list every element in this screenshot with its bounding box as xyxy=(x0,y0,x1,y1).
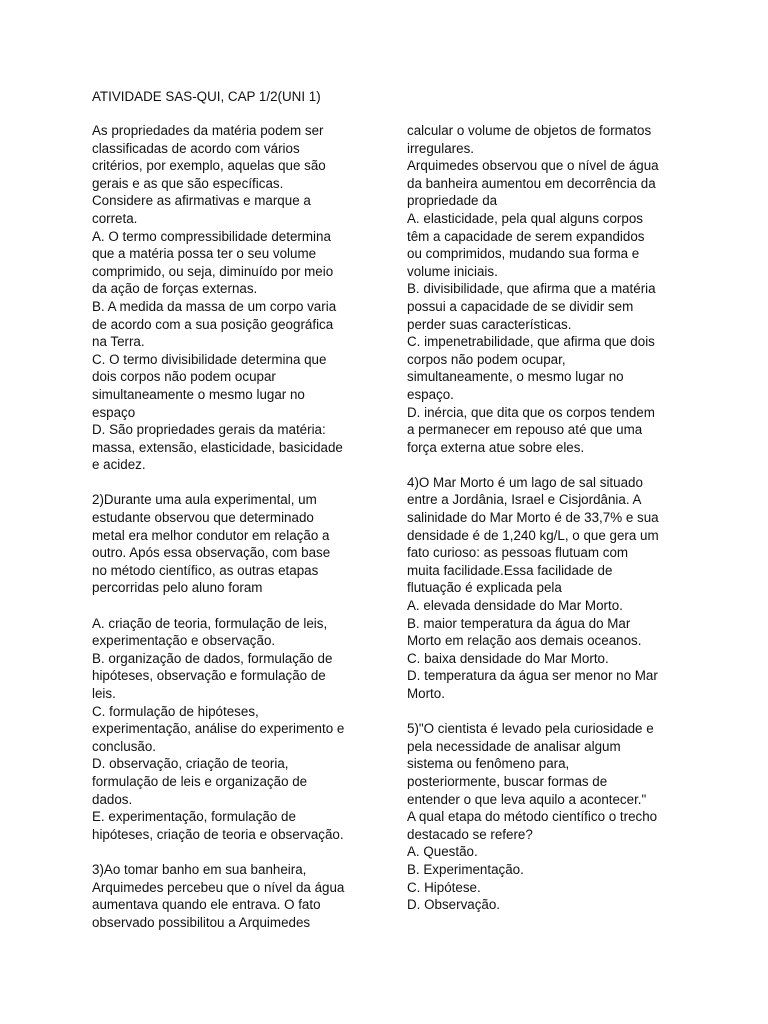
left-column-text-line: leis. xyxy=(92,686,116,701)
left-column-text-line: C. formulação de hipóteses, xyxy=(92,703,259,719)
right-column-paragraph-gap xyxy=(407,703,697,721)
right-column-text-line: fato curioso: as pessoas flutuam com xyxy=(407,545,629,561)
left-column-paragraph-gap xyxy=(92,843,382,861)
right-column-text-line: C. baixa densidade do Mar Morto. xyxy=(407,650,609,666)
right-column-text-line: 4)O Mar Morto é um lago de sal situado xyxy=(407,474,643,490)
left-column-text-line: da ação de forças externas. xyxy=(92,281,258,297)
left-column-text-line: A. criação de teoria, formulação de leis, xyxy=(92,615,328,631)
left-column-text-line: B. A medida da massa de um corpo varia xyxy=(92,298,337,314)
left-column-text-line: experimentação, análise do experimento e xyxy=(92,721,345,737)
left-column-text-line: simultaneamente o mesmo lugar no xyxy=(92,386,305,402)
right-column-text-line: destacado se refere? xyxy=(407,826,533,842)
right-column-text-line: B. Experimentação. xyxy=(407,861,524,877)
right-column-text-line: D. inércia, que dita que os corpos tendem xyxy=(407,404,655,420)
right-column-text-line: têm a capacidade de serem expandidos xyxy=(407,228,645,244)
right-column-text-line: pela necessidade de analisar algum xyxy=(407,738,621,754)
left-column-text-line: classificadas de acordo com vários xyxy=(92,140,300,156)
right-column-text-line: volume iniciais. xyxy=(407,263,498,279)
left-column-text-line: observado possibilitou a Arquimedes xyxy=(92,914,311,930)
left-column-paragraph-gap xyxy=(92,597,382,615)
right-column-text-line: D. Observação. xyxy=(407,897,501,913)
left-column-text-line: formulação de leis e organização de xyxy=(92,773,308,789)
right-column-text-line: Morto. xyxy=(407,686,445,701)
left-column-text-line: gerais e as que são específicas. xyxy=(92,175,284,191)
right-column-text-line: salinidade do Mar Morto é de 33,7% e sua xyxy=(407,510,659,526)
right-column-text-line: posteriormente, buscar formas de xyxy=(407,773,608,789)
left-column-text-line: massa, extensão, elasticidade, basicidade xyxy=(92,439,343,455)
right-column-text-line: muita facilidade.Essa facilidade de xyxy=(407,562,613,578)
right-column-text-line: sistema ou fenômeno para, xyxy=(407,756,570,772)
right-column-text-line: A. Questão. xyxy=(407,844,478,860)
left-column-text-line: E. experimentação, formulação de xyxy=(92,809,296,825)
left-column-text-line: no método científico, as outras etapas xyxy=(92,562,319,578)
right-column-text-line: ou comprimidos, mudando sua forma e xyxy=(407,246,640,262)
left-column-text-line: Arquimedes percebeu que o nível da água xyxy=(92,879,345,895)
left-column-text-line: percorridas pelo aluno foram xyxy=(92,580,263,596)
left-column-text-line: e acidez. xyxy=(92,457,146,473)
right-column-text-line: simultaneamente, o mesmo lugar no xyxy=(407,369,624,385)
page-title: ATIVIDADE SAS-QUI, CAP 1/2(UNI 1) xyxy=(92,89,321,104)
left-column-text-line: dados. xyxy=(92,791,133,807)
right-column-text-line: 5)"O cientista é levado pela curiosidade e xyxy=(407,721,654,737)
left-column-text-line: C. O termo divisibilidade determina que xyxy=(92,351,327,367)
left-column-text-line: hipóteses, criação de teoria e observação. xyxy=(92,826,344,842)
left-column-text-line: de acordo com a sua posição geográfica xyxy=(92,316,334,332)
right-column-text-line: corpos não podem ocupar, xyxy=(407,351,566,367)
right-column-text-line: C. Hipótese. xyxy=(407,879,481,895)
left-column-text-line: metal era melhor condutor em relação a xyxy=(92,527,330,543)
left-column-text-line: D. observação, criação de teoria, xyxy=(92,756,289,772)
left-column-text-line: espaço xyxy=(92,404,136,420)
right-column xyxy=(407,122,697,914)
left-column-text-line: que a matéria possa ter o seu volume xyxy=(92,246,317,262)
left-column-text-line: 2)Durante uma aula experimental, um xyxy=(92,492,317,508)
right-column-text-line: a permanecer em repouso até que uma xyxy=(407,422,643,438)
left-column-text-line: comprimido, ou seja, diminuído por meio xyxy=(92,263,334,279)
left-column-text-line: dois corpos não podem ocupar xyxy=(92,369,276,385)
left-column-text-line: estudante observou que determinado xyxy=(92,510,314,526)
left-column-text-line: A. O termo compressibilidade determina xyxy=(92,228,331,244)
left-column xyxy=(92,122,382,931)
right-column-text-line: B. maior temperatura da água do Mar xyxy=(407,615,631,631)
left-column-text-line: outro. Após essa observação, com base xyxy=(92,545,331,561)
right-column-text-line: B. divisibilidade, que afirma que a matéria xyxy=(407,281,656,297)
right-column-text-line: flutuação é explicada pela xyxy=(407,580,562,596)
left-column-text-line: Considere as afirmativas e marque a xyxy=(92,193,311,209)
right-column-text-line: perder suas características. xyxy=(407,316,572,332)
left-column-text-line: experimentação e observação. xyxy=(92,633,276,649)
right-column-text-line: D. temperatura da água ser menor no Mar xyxy=(407,668,658,684)
right-column-paragraph-gap xyxy=(407,456,697,474)
left-column-text-line: conclusão. xyxy=(92,738,157,754)
left-column-text-line: aumentava quando ele entrava. O fato xyxy=(92,897,321,913)
left-column-text-line: B. organização de dados, formulação de xyxy=(92,650,333,666)
left-column-text-line: 3)Ao tomar banho em sua banheira, xyxy=(92,861,307,877)
left-column-text-line: hipóteses, observação e formulação de xyxy=(92,668,326,684)
right-column-text-line: entre a Jordânia, Israel e Cisjordânia. A xyxy=(407,492,642,508)
right-column-text-line: possui a capacidade de se dividir sem xyxy=(407,298,634,314)
right-column-text-line: propriedade da xyxy=(407,193,498,209)
right-column-text-line: C. impenetrabilidade, que afirma que dois xyxy=(407,334,655,350)
right-column-text-line: irregulares. xyxy=(407,140,474,156)
right-column-text-line: Arquimedes observou que o nível de água xyxy=(407,158,659,174)
left-column-paragraph-gap xyxy=(92,474,382,492)
right-column-text-line: entender o que leva aquilo a acontecer." xyxy=(407,791,647,807)
left-column-text-line: critérios, por exemplo, aquelas que são xyxy=(92,158,326,174)
right-column-text-line: A. elasticidade, pela qual alguns corpos xyxy=(407,210,643,226)
right-column-text-line: densidade é de 1,240 kg/L, o que gera um xyxy=(407,527,659,543)
left-column-text-line: correta. xyxy=(92,210,138,226)
right-column-text-line: espaço. xyxy=(407,386,454,402)
right-column-text-line: calcular o volume de objetos de formatos xyxy=(407,123,652,138)
left-column-text-line: na Terra. xyxy=(92,334,145,350)
right-column-text-line: A qual etapa do método científico o trecho xyxy=(407,809,658,825)
left-column-text-line: D. São propriedades gerais da matéria: xyxy=(92,422,326,438)
right-column-text-line: Morto em relação aos demais oceanos. xyxy=(407,633,642,649)
right-column-text-line: A. elevada densidade do Mar Morto. xyxy=(407,598,623,614)
left-column-text-line: As propriedades da matéria podem ser xyxy=(92,123,324,138)
right-column-text-line: da banheira aumentou em decorrência da xyxy=(407,175,656,191)
right-column-text-line: força externa atue sobre eles. xyxy=(407,439,585,455)
